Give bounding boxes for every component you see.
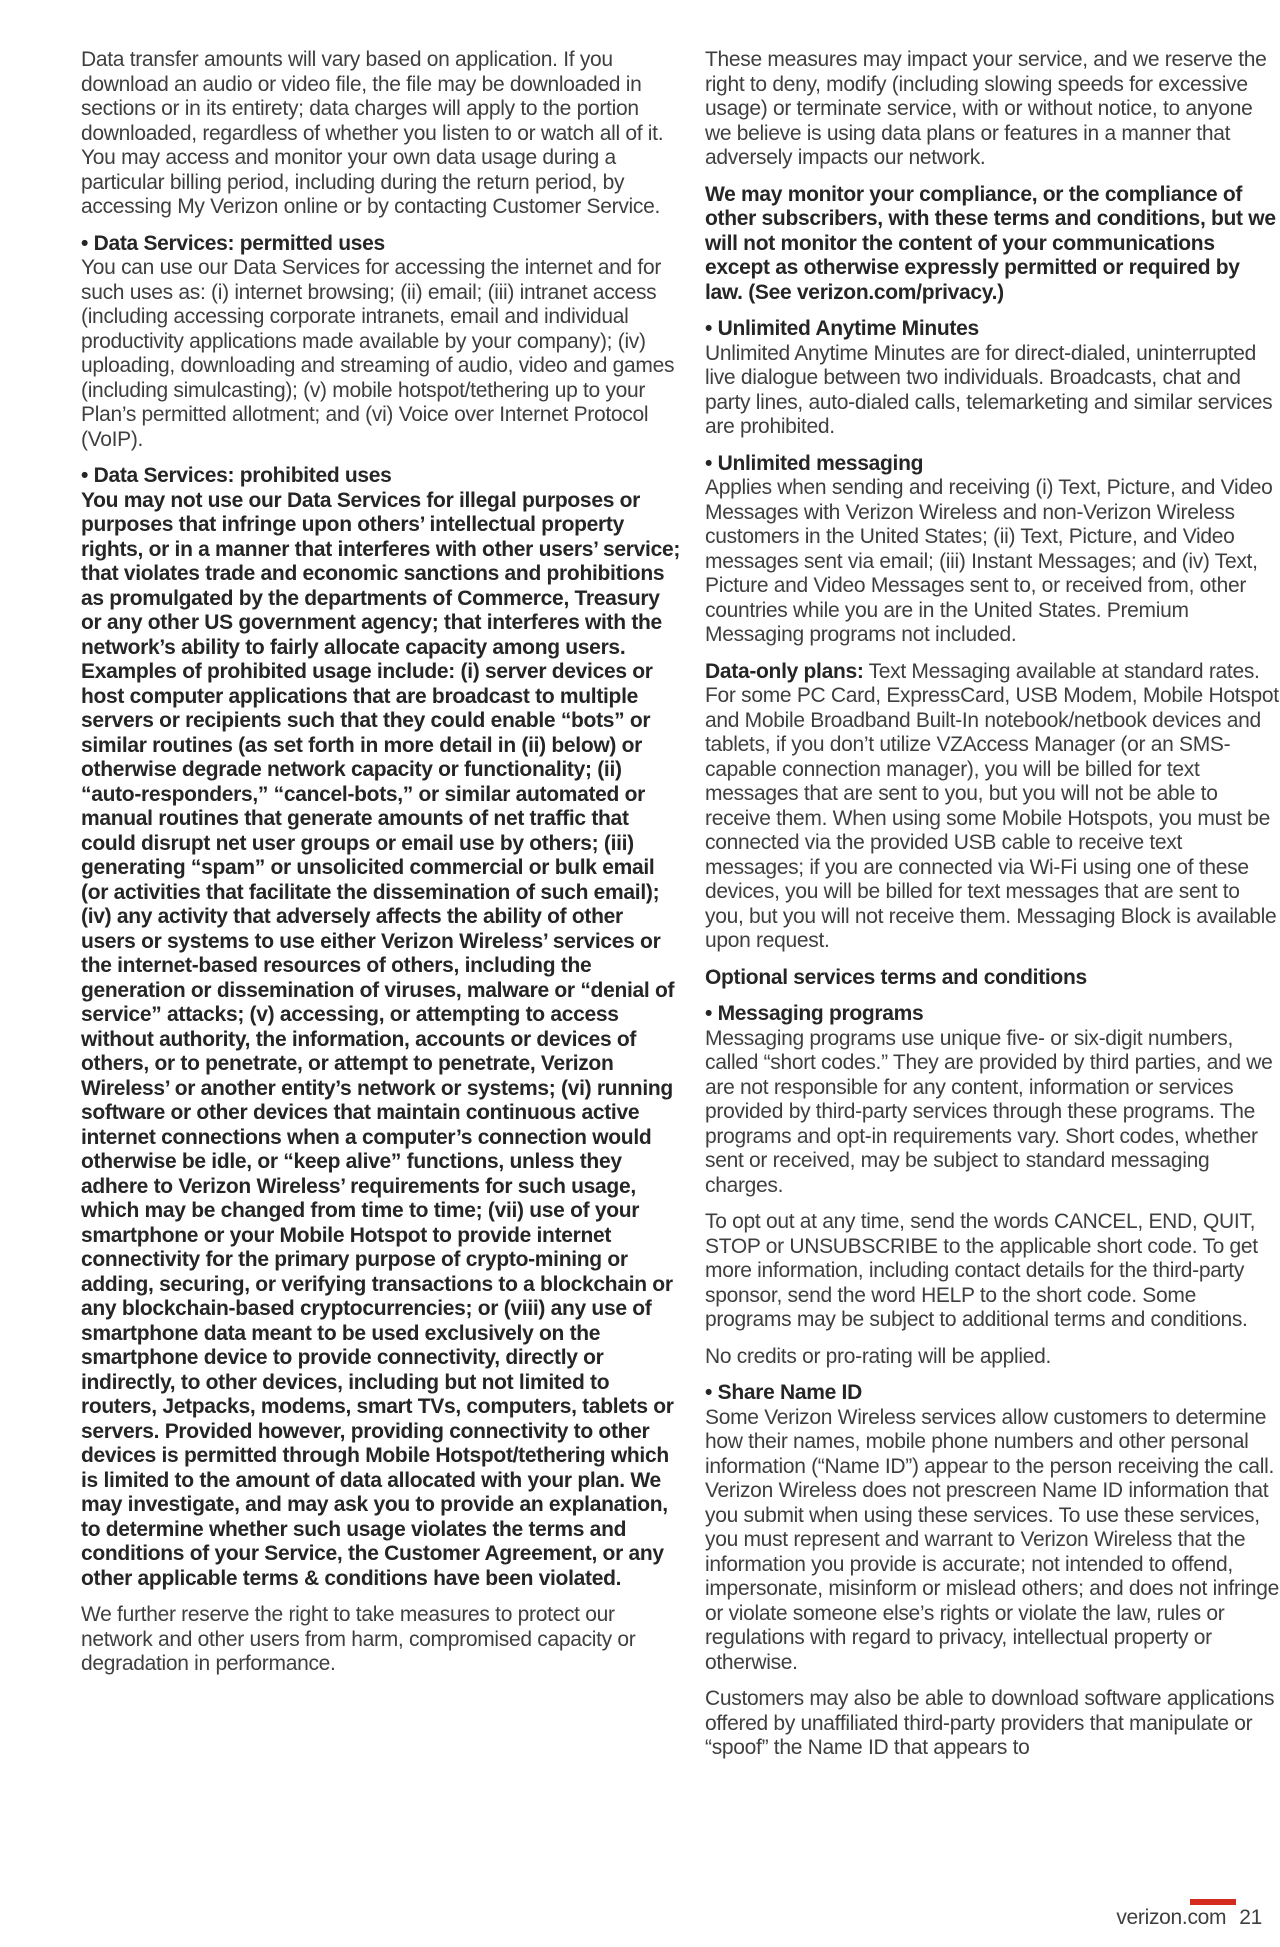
paragraph (705, 1687, 1280, 1761)
section-heading (705, 1002, 1280, 1027)
bullet-icon: • (705, 451, 713, 475)
paragraph (705, 1345, 1280, 1370)
section (705, 317, 1280, 440)
paragraph-text (81, 48, 681, 220)
section (705, 1002, 1280, 1198)
subsection-heading (705, 966, 1280, 991)
subsection-heading-label: Optional services terms and conditions (705, 965, 1087, 989)
section-heading (81, 232, 681, 257)
paragraph-body: Messaging programs use unique five- or six-digit numbers, called “short codes.” They are provided by third parties, and we are not responsible for any content, information or services provided by third-party services through these programs. The programs and opt-in requirements vary. Short codes, whether sent or received, may be subject to standard messaging charges. (705, 1026, 1273, 1197)
paragraph-text (81, 256, 681, 452)
bullet-icon: • (705, 1002, 713, 1025)
paragraph-text (705, 660, 1280, 954)
bullet-icon: • (81, 231, 89, 255)
section-heading-label: Data Services: permitted uses (93, 231, 385, 255)
right-column (705, 48, 1280, 1773)
section (705, 1381, 1280, 1675)
paragraph (705, 1210, 1280, 1333)
verizon-red-accent (1190, 1899, 1236, 1905)
paragraph-text (705, 342, 1280, 440)
paragraph (705, 183, 1280, 306)
paragraph-text (705, 476, 1280, 648)
paragraph-text (81, 1603, 681, 1677)
paragraph-body: No credits or pro-rating will be applied. (705, 1344, 1052, 1368)
section-heading (705, 452, 1280, 477)
section-heading-label: Messaging programs (717, 1002, 924, 1025)
bullet-icon: • (81, 464, 89, 487)
paragraph-body: Unlimited Anytime Minutes are for direct-dialed, uninterrupted live dialogue between two individuals. Broadcasts, chat and party lines, auto-dialed calls, telemarketing and similar services are prohibited. (705, 341, 1273, 438)
left-column (81, 48, 681, 1689)
paragraph-text (705, 48, 1280, 171)
paragraph-body: Customers may also be able to download software applications offered by unaffiliated third-party providers that manipulate or “spoof” the Name ID that appears to (705, 1687, 1275, 1759)
paragraph-body: We further reserve the right to take measures to protect our network and other users from harm, compromised capacity or degradation in performance. (81, 1603, 636, 1675)
paragraph-body: To opt out at any time, send the words CANCEL, END, QUIT, STOP or UNSUBSCRIBE to the applicable short code. To get more information, including contact details for the third-party sponsor, send the word HELP to the short code. Some programs may be subject to additional terms and conditions. (705, 1210, 1258, 1331)
section-heading-label: Data Services: prohibited uses (93, 464, 392, 487)
section (81, 464, 681, 1591)
paragraph-body: Some Verizon Wireless services allow customers to determine how their names, mobile phone numbers and other personal information (“Name ID”) appear to the person receiving the call. Verizon Wireless does not prescreen Name ID information that you submit when using these services. To use these services, you must represent and warrant to Verizon Wireless that the information you provide is accurate; not intended to offend, impersonate, misinform or mislead others; and does not infringe or violate someone else’s rights or violate the law, rules or regulations with regard to privacy, intellectual property or otherwise. (705, 1405, 1280, 1674)
paragraph-text (705, 1687, 1280, 1761)
bullet-icon: • (705, 317, 713, 340)
section-heading-label: Unlimited messaging (717, 451, 924, 475)
paragraph-body: You can use our Data Services for accessing the internet and for such uses as: (i) internet browsing; (ii) email; (iii) intranet access (including accessing corporate intranets, email and individual productivity applications made available by your company); (iv) uploading, downloading and streaming of audio, video and games (including simulcasting); (v) mobile hotspot/tethering up to your Plan’s permitted allotment; and (vi) Voice over Internet Protocol (VoIP). (81, 256, 675, 451)
paragraph-body: These measures may impact your service, and we reserve the right to deny, modify (including slowing speeds for excessive usage) or terminate service, with or without notice, to anyone we believe is using data plans or features in a manner that adversely impacts our network. (705, 48, 1267, 169)
paragraph (705, 48, 1280, 171)
paragraph-body: You may not use our Data Services for illegal purposes or purposes that infringe upon others’ intellectual property rights, or in a manner that interferes with other users’ service; that violates trade and economic sanctions and prohibitions as promulgated by the departments of Commerce, Treasury or any other US government agency; that interferes with the network’s ability to fairly allocate capacity among users. Examples of prohibited usage include: (i) server devices or host computer applications that are broadcast to multiple servers or recipients such that they could enable “bots” or similar routines (as set forth in more detail in (ii) below) or otherwise degrade network capacity or functionality; (ii) “auto-responders,” “cancel-bots,” or similar automated or manual routines that generate amounts of net traffic that could disrupt net user groups or email use by others; (iii) generating “spam” or unsolicited commercial or bulk email (or activities that facilitate the dissemination of such email); (iv) any activity that adversely affects the ability of other users or systems to use either Verizon Wireless’ services or the internet-based resources of others, including the generation or dissemination of viruses, malware or “denial of service” attacks; (v) accessing, or attempting to access without authority, the information, accounts or devices of others, or to penetrate, or attempt to penetrate, Verizon Wireless’ or another entity’s network or systems; (vi) running software or other devices that maintain continuous active internet connections when a computer’s connection would otherwise be idle, or “keep alive” functions, unless they adhere to Verizon Wireless’ requirements for such usage, which may be changed from time to time; (vii) use of your smartphone or your Mobile Hotspot to provide internet connectivity for the primary purpose of crypto-mining or adding, securing, or verifying transactions to a blockchain or any blockchain-based cryptocurrencies; or (viii) any use of smartphone data meant to be used exclusively on the smartphone device to provide connectivity, directly or indirectly, to other devices, including but not limited to routers, Jetpacks, modems, smart TVs, computers, tablets or servers. Provided however, providing connectivity to other devices is permitted through Mobile Hotspot/tethering which is limited to the amount of data allocated with your plan. We may investigate, and may ask you to provide an explanation, to determine whether such usage violates the terms and conditions of your Service, the Customer Agreement, or any other applicable terms & conditions have been violated. (81, 488, 681, 1590)
section-heading-label: Share Name ID (717, 1381, 862, 1404)
paragraph (81, 48, 681, 220)
paragraph-text (81, 489, 681, 1592)
section-heading (705, 317, 1280, 342)
paragraph-text (705, 1027, 1280, 1199)
paragraph (705, 660, 1280, 954)
section (81, 232, 681, 453)
paragraph-text (705, 1210, 1280, 1333)
paragraph-text (705, 1406, 1280, 1676)
footer-site-label: verizon.com (1116, 1906, 1227, 1929)
paragraph-lead-label: Data-only plans: (705, 659, 864, 683)
section (705, 452, 1280, 648)
paragraph (81, 1603, 681, 1677)
paragraph-body: We may monitor your compliance, or the compliance of other subscribers, with these terms and conditions, but we will not monitor the content of your communications except as otherwise expressly permitted or required by law. (See verizon.com/privacy.) (705, 182, 1276, 304)
section-heading-label: Unlimited Anytime Minutes (717, 317, 979, 340)
paragraph-body: Applies when sending and receiving (i) Text, Picture, and Video Messages with Verizon Wireless and non-Verizon Wireless customers in the United States; (ii) Text, Picture, and Video messages sent via email; (iii) Instant Messages; and (iv) Text, Picture and Video Messages sent to, or received from, other countries while you are in the United States. Premium Messaging programs not included. (705, 476, 1273, 646)
paragraph-body: Data transfer amounts will vary based on application. If you download an audio or video file, the file may be downloaded in sections or in its entirety; data charges will apply to the portion downloaded, regardless of whether you listen to or watch all of it. You may access and monitor your own data usage during a particular billing period, including during the return period, by accessing My Verizon online or by contacting Customer Service. (81, 48, 664, 218)
bullet-icon: • (705, 1381, 713, 1404)
paragraph-text (705, 1345, 1280, 1370)
section-heading (705, 1381, 1280, 1406)
footer-page-number: 21 (1239, 1906, 1262, 1929)
section-heading (81, 464, 681, 489)
page-footer (1116, 1906, 1262, 1930)
paragraph-text (705, 183, 1280, 306)
paragraph-body: Text Messaging available at standard rates. For some PC Card, ExpressCard, USB Modem, Mobile Hotspot and Mobile Broadband Built-In notebook/netbook devices and tablets, if you don’t utilize VZAccess Manager (or an SMS-capable connection manager), you will be billed for text messages that are sent to you, but you will not be able to receive them. When using some Mobile Hotspots, you must be connected via the provided USB cable to receive text messages; if you are connected via Wi-Fi using one of these devices, you will be billed for text messages that are sent to you, but you will not receive them. Messaging Block is available upon request. (705, 659, 1279, 952)
